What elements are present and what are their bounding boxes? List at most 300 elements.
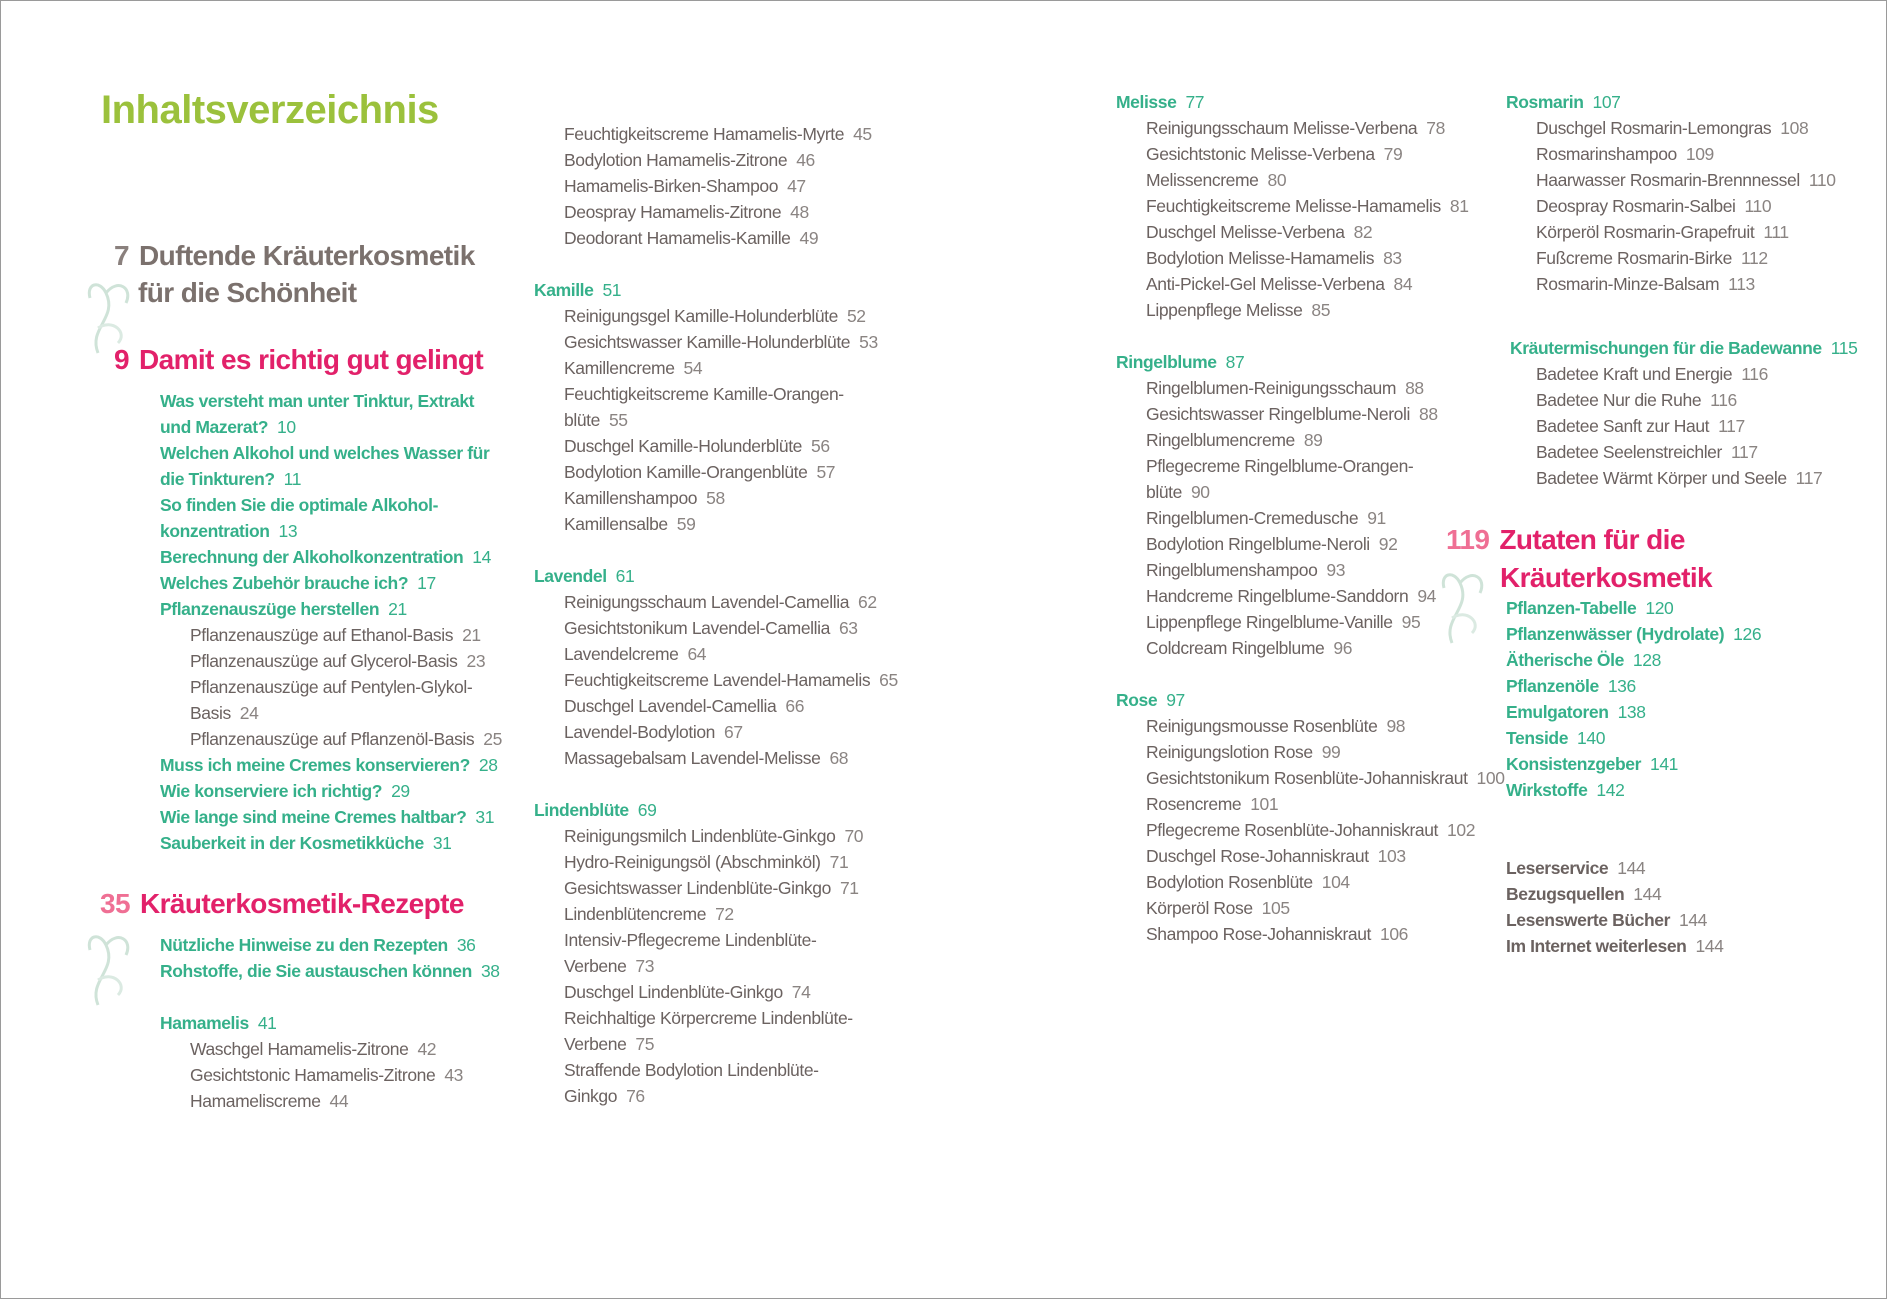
toc-page-number: 73 [635,956,655,976]
toc-entry-label: Lavendel-Bodylotion [564,722,715,742]
toc-section-heading[interactable] [1506,596,1673,620]
toc-entry[interactable] [1146,428,1323,452]
chapter-damit[interactable] [114,342,483,378]
toc-entry[interactable] [1146,116,1445,140]
toc-page-number: 126 [1733,624,1762,644]
toc-entry[interactable] [564,330,878,354]
toc-entry[interactable] [1536,142,1714,166]
toc-page-number: 90 [1190,482,1210,502]
toc-entry-label: Badetee Kraft und Energie [1536,364,1733,384]
toc-entry[interactable] [564,824,863,848]
toc-entry-label: Leserservice [1506,858,1609,878]
toc-entry[interactable] [1536,116,1808,140]
toc-entry[interactable] [1536,220,1789,244]
toc-page-number: 108 [1780,118,1809,138]
toc-entry[interactable] [564,174,806,198]
toc-entry[interactable] [1536,246,1768,270]
toc-entry[interactable] [1506,908,1707,932]
toc-section-heading[interactable] [534,798,656,822]
toc-page-number: 111 [1763,222,1789,242]
toc-section-heading[interactable] [160,959,500,983]
toc-page-number: 75 [635,1034,655,1054]
toc-entry-label: Ginkgo [564,1086,618,1106]
toc-entry-label: Duschgel Melisse-Verbena [1146,222,1345,242]
chapter-zutaten[interactable] [1446,522,1685,558]
toc-entry-label: Gesichtswasser Ringelblume-Neroli [1146,404,1410,424]
toc-entry-label: Shampoo Rose-Johanniskraut [1146,924,1372,944]
toc-entry[interactable] [564,746,848,770]
toc-page-number: 95 [1401,612,1421,632]
toc-entry-label: Rohstoffe, die Sie austauschen können [160,961,472,981]
toc-section-heading[interactable] [160,831,451,855]
toc-entry[interactable] [564,200,809,224]
toc-entry-label: die Tinkturen? [160,469,275,489]
toc-page-number: 21 [388,599,407,619]
chapter-title-line2: Kräuterkosmetik [1500,562,1712,593]
toc-entry[interactable] [1146,220,1372,244]
toc-entry-label: Rosmarinshampoo [1536,144,1677,164]
toc-page-number: 14 [472,547,491,567]
toc-entry-label: Melisse [1116,92,1177,112]
toc-entry-label: Fußcreme Rosmarin-Birke [1536,248,1732,268]
toc-entry[interactable] [1146,142,1402,166]
toc-section-heading[interactable] [534,564,634,588]
toc-entry[interactable] [1536,272,1755,296]
toc-page-number: 63 [838,618,858,638]
toc-entry[interactable] [564,122,872,146]
toc-entry-label: Kamillensalbe [564,514,668,534]
toc-page-number: 21 [462,625,481,645]
toc-page-number: 31 [475,807,495,827]
toc-page-number: 17 [417,573,436,593]
toc-entry[interactable] [1146,454,1413,478]
toc-entry[interactable] [564,304,866,328]
toc-entry[interactable] [1146,896,1290,920]
toc-entry-label: Pflegecreme Ringelblume-Orangen- [1146,456,1414,476]
toc-page-number: 24 [239,703,259,723]
toc-entry[interactable] [1146,402,1438,426]
toc-page-number: 38 [480,961,500,981]
toc-entry-label: Pflanzenauszüge auf Pentylen-Glykol- [190,677,473,697]
toc-entry-label: Straffende Bodylotion Lindenblüte- [564,1060,819,1080]
chapter-title-line2: für die Schönheit [138,277,357,308]
floral-ornament-icon [1432,548,1492,648]
toc-entry-label: Lesenswerte Bücher [1506,910,1670,930]
toc-page-number: 72 [715,904,734,924]
toc-page-number: 144 [1617,858,1646,878]
toc-page-number: 136 [1607,676,1636,696]
toc-entry-label: Reinigungsmilch Lindenblüte-Ginkgo [564,826,836,846]
toc-entry-label: Melissencreme [1146,170,1259,190]
toc-entry[interactable] [190,1063,463,1087]
toc-entry-label: Gesichtstonic Hamamelis-Zitrone [190,1065,436,1085]
toc-entry-label: Ätherische Öle [1506,650,1624,670]
toc-page-number: 57 [816,462,836,482]
toc-section-heading[interactable] [1116,90,1204,114]
toc-entry-label: Pflanzenauszüge herstellen [160,599,380,619]
toc-entry[interactable] [190,701,258,725]
toc-section-heading[interactable] [160,597,407,621]
toc-page-number: 45 [853,124,872,144]
toc-page-number: 59 [676,514,696,534]
toc-entry[interactable] [564,1006,853,1030]
toc-entry-label: Pflanzenauszüge auf Ethanol-Basis [190,625,454,645]
chapter-title: Kräuterkosmetik-Rezepte [139,888,464,919]
toc-entry-label: Reichhaltige Körpercreme Lindenblüte- [564,1008,853,1028]
toc-entry-label: Badetee Seelenstreichler [1536,442,1722,462]
toc-entry[interactable] [564,434,830,458]
toc-entry-label: Ringelblumen-Cremedusche [1146,508,1359,528]
toc-entry[interactable] [1536,194,1771,218]
toc-entry-label: Massagebalsam Lavendel-Melisse [564,748,821,768]
toc-page-number: 87 [1225,352,1245,372]
toc-entry[interactable] [564,980,810,1004]
toc-entry-label: Feuchtigkeitscreme Melisse-Hamamelis [1146,196,1441,216]
toc-page-number: 120 [1645,598,1674,618]
toc-entry[interactable] [564,850,848,874]
toc-page-number: 113 [1728,274,1755,294]
toc-page-number: 58 [706,488,725,508]
toc-entry[interactable] [564,486,725,510]
toc-entry[interactable] [564,382,844,406]
chapter-title: Zutaten für die [1499,524,1685,555]
toc-section-heading[interactable] [1506,90,1621,114]
toc-entry-label: Wie lange sind meine Cremes haltbar? [160,807,467,827]
toc-entry-label: Körperöl Rose [1146,898,1253,918]
toc-entry-label: Lavendelcreme [564,644,679,664]
toc-entry[interactable] [564,408,628,432]
toc-page-number: 85 [1311,300,1331,320]
toc-entry[interactable] [1146,636,1352,660]
toc-page-number: 66 [785,696,805,716]
toc-page-number: 48 [790,202,809,222]
toc-page-number: 13 [278,521,298,541]
toc-entry[interactable] [564,226,818,250]
toc-page-number: 99 [1321,742,1341,762]
toc-page-number: 41 [257,1013,277,1033]
toc-page-number: 92 [1378,534,1398,554]
toc-entry-label: So finden Sie die optimale Alkohol- [160,495,439,515]
toc-entry-label: Bodylotion Ringelblume-Neroli [1146,534,1370,554]
toc-entry-label: Nützliche Hinweise zu den Rezepten [160,935,448,955]
toc-entry-label: konzentration [160,521,270,541]
toc-page-number: 56 [811,436,830,456]
toc-page-number: 51 [602,280,622,300]
toc-entry[interactable] [1146,792,1278,816]
toc-entry[interactable] [1146,246,1402,270]
toc-entry[interactable] [1146,610,1420,634]
toc-page-number: 25 [483,729,502,749]
toc-page-number: 55 [608,410,628,430]
toc-page-number: 141 [1650,754,1678,774]
toc-entry[interactable] [1146,818,1475,842]
toc-entry-label: Bodylotion Melisse-Hamamelis [1146,248,1375,268]
toc-entry[interactable] [1536,362,1768,386]
toc-entry[interactable] [1146,194,1469,218]
toc-section-heading[interactable] [160,519,297,543]
toc-section-heading[interactable] [1506,700,1646,724]
toc-page-number: 64 [687,644,707,664]
toc-entry-label: Gesichtswasser Kamille-Holunderblüte [564,332,851,352]
toc-page-number: 10 [277,417,296,437]
toc-entry-label: Pflanzenöle [1506,676,1599,696]
toc-entry-label: Deospray Rosmarin-Salbei [1536,196,1736,216]
toc-page-number: 112 [1740,248,1768,268]
toc-entry[interactable] [564,642,706,666]
toc-entry[interactable] [1146,714,1405,738]
toc-entry-label: Pflanzenauszüge auf Glycerol-Basis [190,651,458,671]
toc-page-number: 47 [787,176,806,196]
toc-entry[interactable] [190,675,472,699]
toc-entry-label: Hamamelis-Birken-Shampoo [564,176,779,196]
toc-page-number: 91 [1367,508,1386,528]
toc-page-number: 11 [283,469,302,489]
toc-entry[interactable] [190,1037,436,1061]
toc-entry[interactable] [564,1032,654,1056]
toc-entry[interactable] [1506,882,1661,906]
toc-page-number: 43 [444,1065,463,1085]
toc-page-number: 93 [1326,560,1346,580]
toc-entry-label: Reinigungsschaum Lavendel-Camellia [564,592,850,612]
toc-page-number: 117 [1795,468,1823,488]
toc-entry-label: Welches Zubehör brauche ich? [160,573,409,593]
toc-entry[interactable] [1146,298,1330,322]
toc-entry-label: Reinigungsschaum Melisse-Verbena [1146,118,1418,138]
toc-entry-label: Kamillenshampoo [564,488,698,508]
toc-section-heading[interactable] [160,805,494,829]
toc-entry-label: Pflanzen-Tabelle [1506,598,1637,618]
toc-page-number: 144 [1695,936,1724,956]
toc-page-number: 140 [1577,728,1606,748]
toc-section-heading[interactable] [160,441,489,465]
toc-section-heading[interactable] [1510,336,1857,360]
toc-entry[interactable] [1146,922,1408,946]
toc-entry-label: Reinigungsgel Kamille-Holunderblüte [564,306,838,326]
toc-entry[interactable] [1146,376,1424,400]
toc-entry-label: Bodylotion Rosenblüte [1146,872,1313,892]
toc-entry-label: Was versteht man unter Tinktur, Extrakt [160,391,475,411]
toc-page-number: 61 [615,566,635,586]
toc-page-number: 46 [796,150,815,170]
toc-page-number: 138 [1617,702,1646,722]
toc-entry-label: Im Internet weiterlesen [1506,936,1687,956]
toc-entry[interactable] [564,356,702,380]
toc-section-heading[interactable] [1506,622,1761,646]
toc-page-number: 52 [846,306,866,326]
toc-entry[interactable] [1146,480,1210,504]
toc-entry[interactable] [1536,414,1745,438]
toc-page-number: 106 [1380,924,1409,944]
toc-entry-label: Badetee Nur die Ruhe [1536,390,1702,410]
toc-page-number: 42 [417,1039,437,1059]
toc-page-number: 107 [1592,92,1621,112]
toc-entry[interactable] [1146,506,1386,530]
toc-page-number: 94 [1417,586,1436,606]
toc-page-number: 128 [1632,650,1661,670]
toc-page-number: 49 [799,228,819,248]
toc-entry-label: Verbene [564,956,627,976]
toc-section-heading[interactable] [1506,726,1605,750]
toc-entry-label: Hamamelis [160,1013,249,1033]
toc-page-number: 109 [1685,144,1714,164]
toc-entry[interactable] [1146,766,1505,790]
toc-section-heading[interactable] [160,467,301,491]
toc-entry-label: Lindenblüte [534,800,629,820]
toc-entry[interactable] [1146,168,1286,192]
toc-entry-label: Ringelblumen-Reinigungsschaum [1146,378,1397,398]
toc-entry-label: Lavendel [534,566,607,586]
toc-page-number: 79 [1383,144,1403,164]
toc-entry[interactable] [564,668,898,692]
toc-section-heading[interactable] [1506,778,1624,802]
toc-page-number: 23 [466,651,486,671]
toc-entry-label: Duschgel Lavendel-Camellia [564,696,777,716]
toc-entry[interactable] [564,902,734,926]
toc-entry[interactable] [564,1084,645,1108]
toc-entry-label: Hamameliscreme [190,1091,321,1111]
toc-entry-label: Haarwasser Rosmarin-Brennnessel [1536,170,1800,190]
toc-page-number: 101 [1250,794,1279,814]
toc-section-heading[interactable] [160,545,491,569]
toc-entry-label: Deodorant Hamamelis-Kamille [564,228,791,248]
toc-entry-label: Konsistenzgeber [1506,754,1641,774]
toc-section-heading[interactable] [160,933,476,957]
toc-entry[interactable] [1506,856,1645,880]
toc-page-number: 71 [839,878,859,898]
toc-entry-label: Lippenpflege Melisse [1146,300,1303,320]
toc-page-number: 97 [1166,690,1185,710]
chapter-number: 7 [114,240,129,271]
toc-entry[interactable] [1146,584,1436,608]
toc-entry-label: Emulgatoren [1506,702,1609,722]
chapter-number: 119 [1446,524,1490,555]
toc-page-number: 96 [1333,638,1353,658]
toc-entry-label: Duschgel Rose-Johanniskraut [1146,846,1369,866]
toc-entry-label: Wirkstoffe [1506,780,1588,800]
toc-entry[interactable] [190,649,485,673]
toc-entry-label: Kräutermischungen für die Badewanne [1510,338,1822,358]
toc-page-number: 110 [1744,196,1772,216]
toc-page-number: 110 [1808,170,1836,190]
toc-entry-label: Feuchtigkeitscreme Hamamelis-Myrte [564,124,845,144]
toc-page-number: 117 [1718,416,1745,436]
toc-entry-label: Bezugsquellen [1506,884,1625,904]
toc-entry[interactable] [1146,272,1412,296]
toc-entry[interactable] [564,928,816,952]
toc-page-number: 71 [829,852,849,872]
toc-page-number: 115 [1830,338,1858,358]
toc-entry-label: Bodylotion Hamamelis-Zitrone [564,150,788,170]
toc-entry[interactable] [564,720,743,744]
toc-entry[interactable] [190,623,481,647]
toc-section-heading[interactable] [1506,752,1678,776]
toc-entry-label: Duschgel Rosmarin-Lemongras [1536,118,1772,138]
toc-section-heading[interactable] [160,779,410,803]
toc-entry-label: Duschgel Lindenblüte-Ginkgo [564,982,783,1002]
floral-ornament-icon [78,910,138,1010]
toc-entry[interactable] [1536,466,1822,490]
toc-entry[interactable] [1146,740,1340,764]
toc-entry-label: Muss ich meine Cremes konservieren? [160,755,470,775]
chapter-number: 9 [114,344,129,375]
toc-entry-label: Reinigungsmousse Rosenblüte [1146,716,1378,736]
toc-section-heading[interactable] [160,753,498,777]
toc-page-number: 88 [1405,378,1424,398]
toc-section-heading[interactable] [1116,688,1185,712]
toc-section-heading[interactable] [160,493,438,517]
toc-entry-label: Anti-Pickel-Gel Melisse-Verbena [1146,274,1385,294]
toc-entry[interactable] [1536,168,1836,192]
toc-entry-label: Rosencreme [1146,794,1242,814]
toc-entry-label: Badetee Sanft zur Haut [1536,416,1710,436]
toc-section-heading[interactable] [1116,350,1244,374]
toc-entry-label: Gesichtstonikum Rosenblüte-Johanniskraut [1146,768,1468,788]
toc-entry-label: Welchen Alkohol und welches Wasser für [160,443,490,463]
toc-page-number: 83 [1383,248,1402,268]
chapter-duftende[interactable] [114,238,475,274]
toc-page-number: 31 [432,833,452,853]
toc-page-number: 74 [791,982,811,1002]
toc-section-heading[interactable] [534,278,621,302]
toc-entry[interactable] [1146,532,1397,556]
toc-entry[interactable] [564,590,877,614]
toc-entry[interactable] [1146,870,1350,894]
toc-entry[interactable] [1506,934,1723,958]
toc-entry[interactable] [1536,440,1758,464]
toc-entry[interactable] [190,727,502,751]
toc-entry[interactable] [190,1089,348,1113]
toc-entry[interactable] [564,616,858,640]
chapter-number: 35 [100,888,130,919]
toc-entry[interactable] [564,512,695,536]
toc-entry-label: Gesichtswasser Lindenblüte-Ginkgo [564,878,831,898]
toc-page-number: 117 [1730,442,1758,462]
toc-entry[interactable] [564,876,859,900]
toc-entry-label: Lindenblütencreme [564,904,707,924]
toc-entry-label: Waschgel Hamamelis-Zitrone [190,1039,409,1059]
toc-entry-label: Berechnung der Alkoholkonzentration [160,547,464,567]
toc-section-heading[interactable] [160,571,436,595]
toc-entry-label: Ringelblumencreme [1146,430,1295,450]
toc-section-heading[interactable] [160,415,296,439]
toc-page-number: 80 [1267,170,1287,190]
toc-entry[interactable] [1536,388,1737,412]
toc-entry[interactable] [1146,558,1345,582]
toc-page-number: 116 [1710,390,1737,410]
toc-page-number: 89 [1303,430,1323,450]
toc-page-number: 44 [329,1091,349,1111]
toc-section-heading[interactable] [1506,674,1636,698]
toc-entry-label: Sauberkeit in der Kosmetikküche [160,833,424,853]
toc-page-number: 81 [1449,196,1469,216]
toc-section-heading[interactable] [160,389,474,413]
toc-page-number: 82 [1353,222,1373,242]
toc-entry[interactable] [564,1058,819,1082]
toc-entry[interactable] [564,148,815,172]
toc-page-number: 104 [1321,872,1350,892]
toc-entry[interactable] [564,954,654,978]
toc-section-heading[interactable] [1506,648,1661,672]
toc-section-heading[interactable] [160,1011,277,1035]
chapter-rezepte[interactable] [100,886,464,922]
toc-entry[interactable] [564,694,804,718]
toc-entry[interactable] [1146,844,1406,868]
toc-entry-label: Kamille [534,280,594,300]
toc-page-number: 84 [1393,274,1413,294]
toc-entry[interactable] [564,460,835,484]
toc-entry-label: Rose [1116,690,1158,710]
chapter-title: Duftende Kräuterkosmetik [138,240,475,271]
